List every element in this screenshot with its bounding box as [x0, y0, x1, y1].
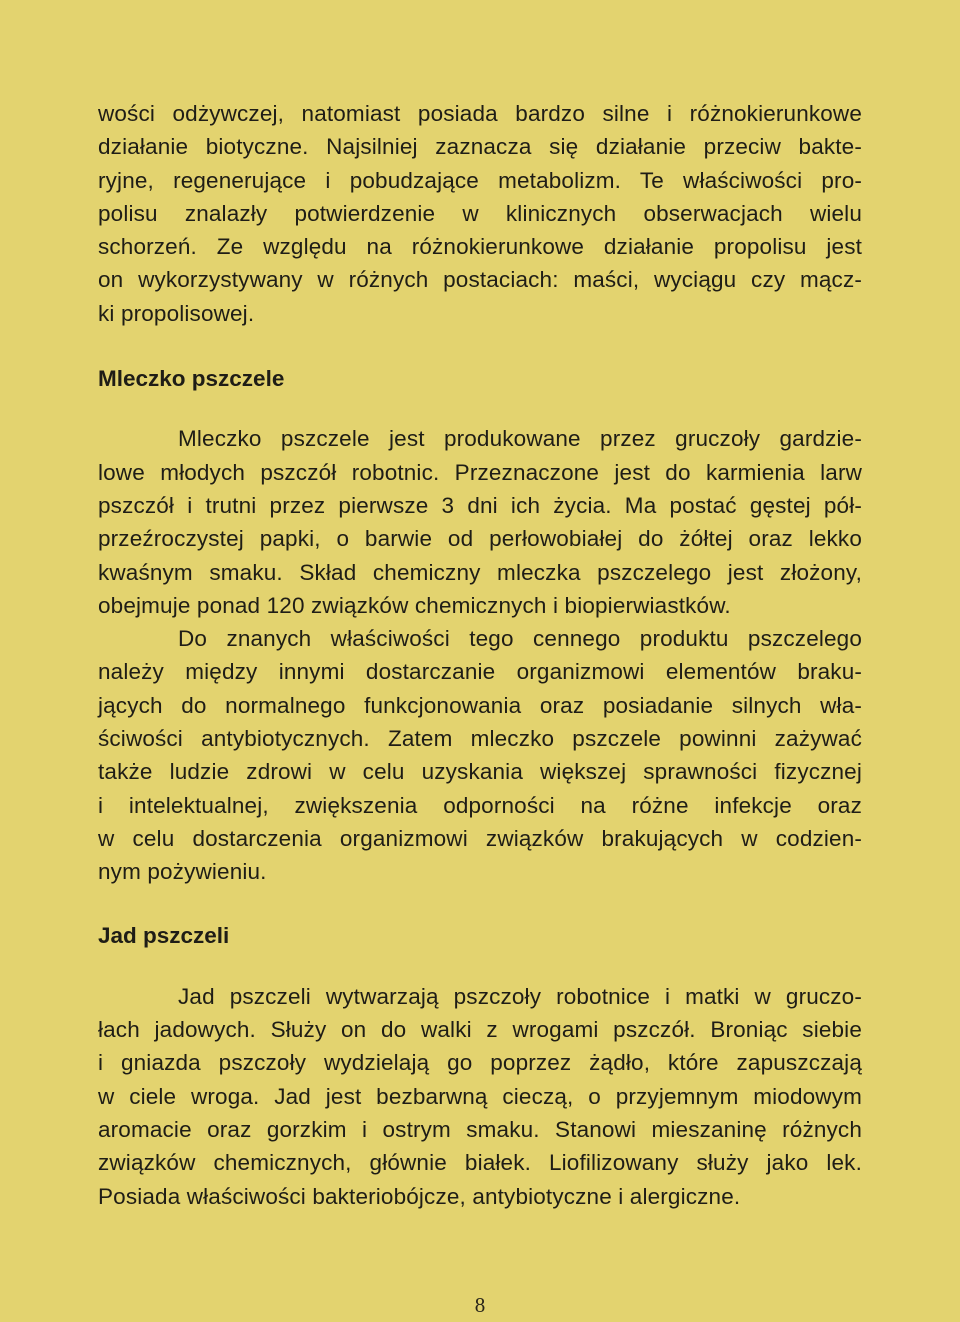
text-line: i intelektualnej, zwiększenia odporności na różne infekcje oraz: [98, 792, 862, 818]
text-line: Jad pszczeli wytwarzają pszczoły robotnice i matki w gruczo-: [178, 983, 862, 1009]
page-number: 8: [474, 1293, 486, 1317]
text-line: należy między innymi dostarczanie organizmowi elementów braku-: [98, 659, 862, 685]
text-line: on wykorzystywany w różnych postaciach: maści, wyciągu czy mącz-: [98, 267, 862, 293]
text-line: także ludzie zdrowi w celu uzyskania większej sprawności fizycznej: [98, 759, 862, 785]
section-heading-mleczko: Mleczko pszczele: [98, 366, 285, 392]
text-line: i gniazda pszczoły wydzielają go poprzez żądło, które zapuszczają: [98, 1050, 862, 1076]
text-line: schorzeń. Ze względu na różnokierunkowe działanie propolisu jest: [98, 234, 862, 260]
paragraph-jad: [98, 980, 862, 1213]
paragraph-mleczko: [98, 422, 862, 888]
text-line: kwaśnym smaku. Skład chemiczny mleczka pszczelego jest złożony,: [98, 559, 862, 585]
text-line: łach jadowych. Służy on do walki z wrogami pszczół. Broniąc siebie: [98, 1017, 862, 1043]
text-line: obejmuje ponad 120 związków chemicznych i biopierwiastków.: [98, 592, 731, 618]
text-line: w ciele wroga. Jad jest bezbarwną cieczą, o przyjemnym miodowym: [98, 1083, 862, 1109]
text-line: wości odżywczej, natomiast posiada bardzo silne i różnokierunkowe: [98, 101, 862, 126]
section-heading-jad: Jad pszczeli: [98, 922, 230, 948]
text-line: nym pożywieniu.: [98, 859, 267, 885]
text-line: pszczół i trutni przez pierwsze 3 dni ich życia. Ma postać gęstej pół-: [98, 492, 862, 518]
page-body: [98, 97, 862, 1213]
text-line: aromacie oraz gorzkim i ostrym smaku. Stanowi mieszaninę różnych: [98, 1117, 862, 1143]
text-line: Posiada właściwości bakteriobójcze, antybiotyczne i alergiczne.: [98, 1183, 741, 1209]
text-line: polisu znalazły potwierdzenie w klinicznych obserwacjach wielu: [98, 200, 862, 226]
text-line: lowe młodych pszczół robotnic. Przeznaczone jest do karmienia larw: [98, 459, 862, 485]
text-line: związków chemicznych, głównie białek. Liofilizowany służy jako lek.: [98, 1150, 862, 1176]
text-line: Do znanych właściwości tego cennego produktu pszczelego: [178, 626, 862, 652]
text-line: ki propolisowej.: [98, 300, 255, 326]
text-line: w celu dostarczenia organizmowi związków brakujących w codzien-: [98, 825, 862, 851]
text-line: ryjne, regenerujące i pobudzające metabolizm. Te właściwości pro-: [98, 167, 862, 193]
text-line: ściwości antybiotycznych. Zatem mleczko pszczele powinni zażywać: [98, 726, 862, 752]
text-line: jących do normalnego funkcjonowania oraz posiadanie silnych wła-: [98, 692, 862, 718]
text-line: Mleczko pszczele jest produkowane przez gruczoły gardzie-: [178, 426, 862, 452]
paragraph-propolis: [98, 97, 862, 330]
text-line: przeźroczystej papki, o barwie od perłowobiałej do żółtej oraz lekko: [98, 526, 862, 552]
text-line: działanie biotyczne. Najsilniej zaznacza się działanie przeciw bakte-: [98, 134, 862, 160]
